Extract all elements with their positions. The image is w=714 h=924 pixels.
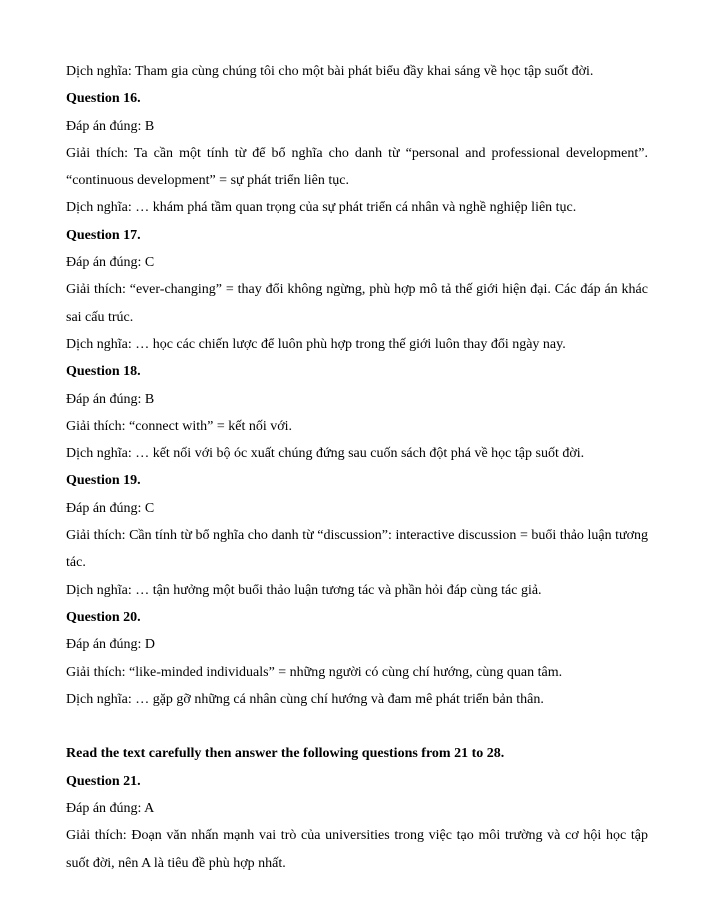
explanation-line: Giải thích: Ta cần một tính từ để bổ nghĩa cho danh từ “personal and professional development”. “continuous development” = sự phát triển liên tục. <box>66 145 648 189</box>
answer-line: Đáp án đúng: C <box>66 500 155 516</box>
translation-line: Dịch nghĩa: … gặp gỡ những cá nhân cùng chí hướng và đam mê phát triển bản thân. <box>66 691 544 707</box>
answer-line: Đáp án đúng: C <box>66 255 155 271</box>
question-heading: Question 17. <box>66 227 141 243</box>
question-heading: Question 18. <box>66 364 141 380</box>
question-heading: Question 21. <box>66 773 141 789</box>
question-heading: Question 20. <box>66 609 141 625</box>
explanation-line: Giải thích: “connect with” = kết nối với. <box>66 418 293 434</box>
blank-line <box>66 713 648 740</box>
translation-line: Dịch nghĩa: … tận hưởng một buổi thảo luận tương tác và phần hỏi đáp cùng tác giả. <box>66 582 542 598</box>
answer-line: Đáp án đúng: B <box>66 391 155 407</box>
answer-line: Đáp án đúng: A <box>66 801 155 817</box>
explanation-line: Giải thích: “like-minded individuals” = những người có cùng chí hướng, cùng quan tâm. <box>66 664 563 680</box>
explanation-line: Giải thích: Đoạn văn nhấn mạnh vai trò của universities trong việc tạo môi trường và cơ hội học tập suốt đời, nên A là tiêu đề phù hợp nhất. <box>66 828 648 871</box>
question-heading: Question 19. <box>66 473 141 489</box>
translation-line: Dịch nghĩa: … học các chiến lược để luôn phù hợp trong thế giới luôn thay đổi ngày nay. <box>66 336 566 352</box>
section-instruction: Read the text carefully then answer the following questions from 21 to 28. <box>66 746 505 762</box>
translation-line: Dịch nghĩa: … kết nối với bộ óc xuất chúng đứng sau cuốn sách đột phá về học tập suốt đời. <box>66 446 585 462</box>
translation-line: Dịch nghĩa: Tham gia cùng chúng tôi cho một bài phát biểu đầy khai sáng về học tập suốt đời. <box>66 64 594 79</box>
translation-line: Dịch nghĩa: … khám phá tầm quan trọng của sự phát triển cá nhân và nghề nghiệp liên tục. <box>66 200 577 216</box>
answer-line: Đáp án đúng: B <box>66 118 155 134</box>
document-content <box>66 58 648 877</box>
explanation-line: Giải thích: “ever-changing” = thay đổi không ngừng, phù hợp mô tả thế giới hiện đại. Các đáp án khác sai cấu trúc. <box>66 282 648 325</box>
answer-line: Đáp án đúng: D <box>66 637 156 653</box>
question-heading: Question 16. <box>66 91 141 107</box>
explanation-line: Giải thích: Cần tính từ bổ nghĩa cho danh từ “discussion”: interactive discussion = buổi thảo luận tương tác. <box>66 528 648 571</box>
